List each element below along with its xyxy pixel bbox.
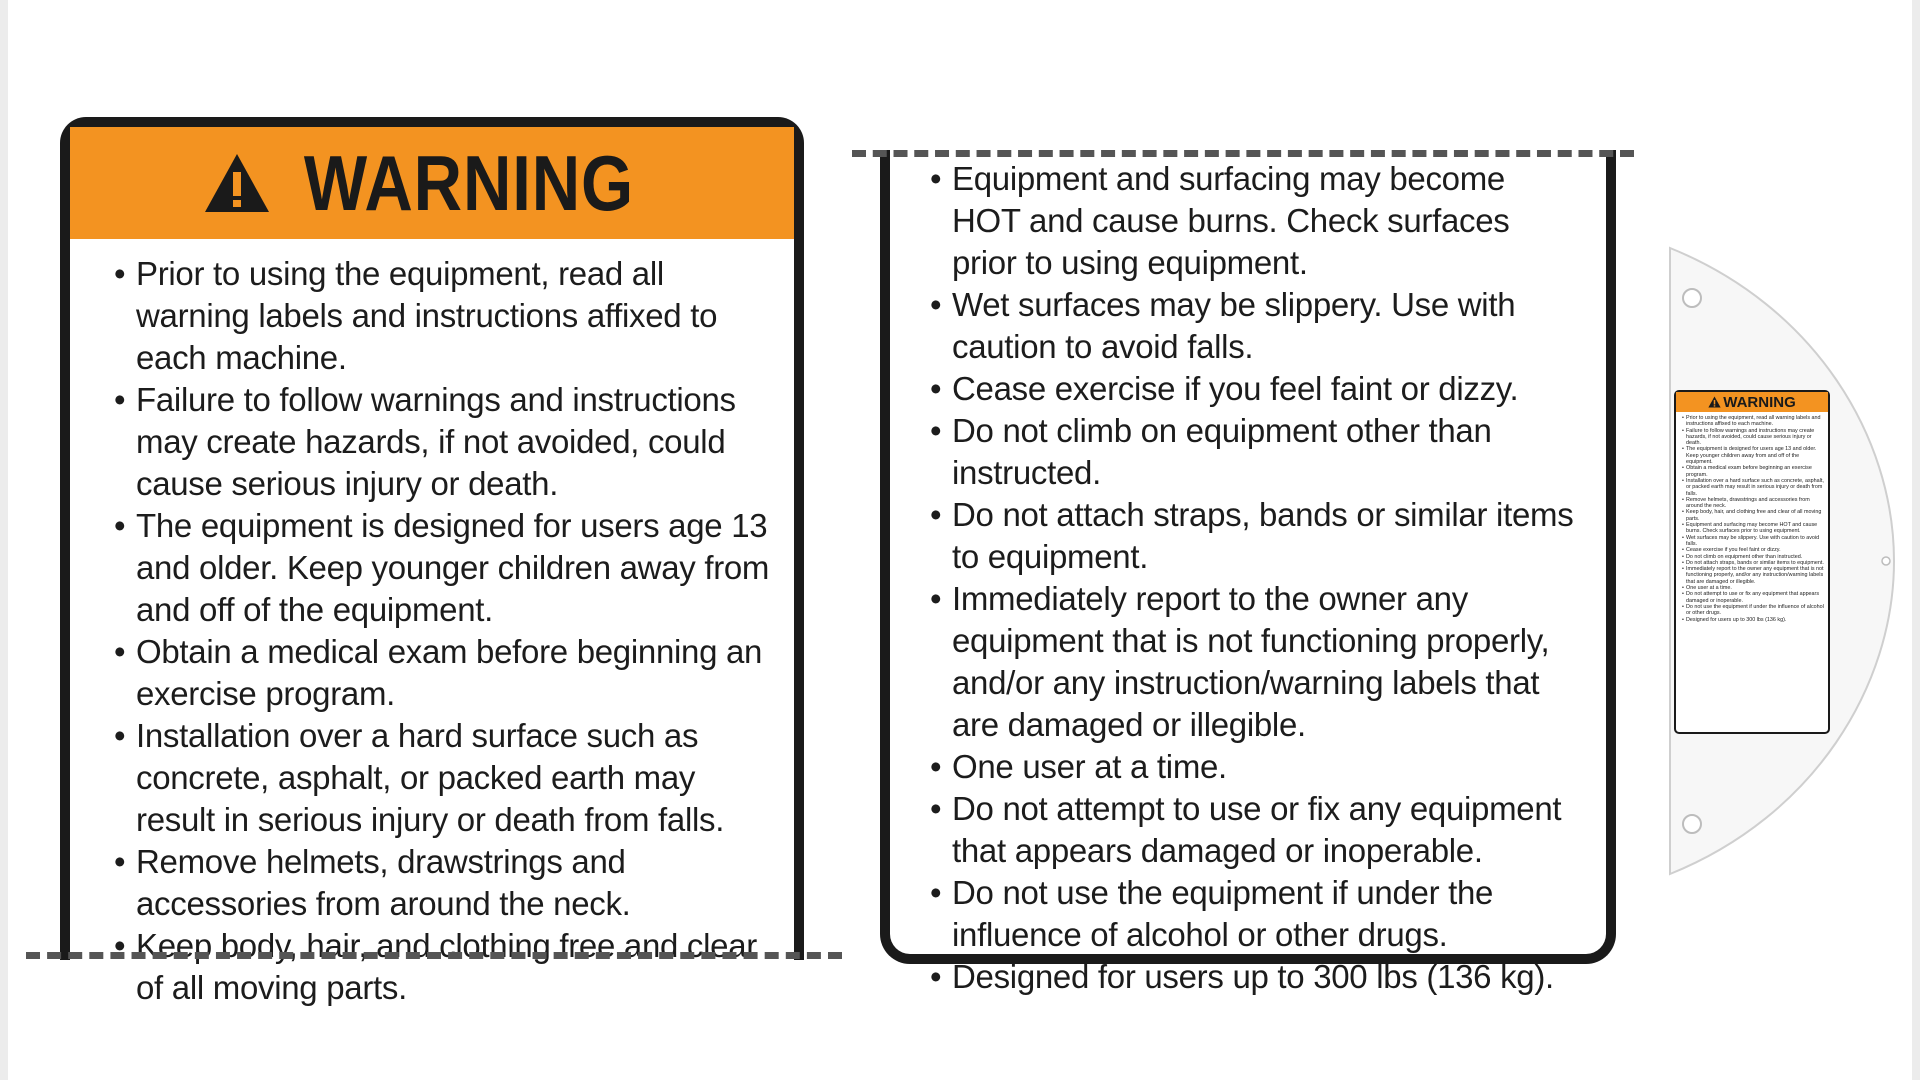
list-item: • Obtain a medical exam before beginning an exercise program. bbox=[114, 631, 774, 715]
mini-warning-header bbox=[1676, 392, 1828, 412]
mount-hole-icon bbox=[1683, 815, 1701, 833]
warning-triangle-icon bbox=[1708, 396, 1721, 408]
warning-label-top bbox=[60, 117, 804, 1006]
list-item: • Do not use the equipment if under the influence of alcohol or other drugs. bbox=[1682, 604, 1824, 617]
list-item: • Cease exercise if you feel faint or dizzy. bbox=[930, 368, 1580, 410]
list-item: • One user at a time. bbox=[1682, 585, 1824, 591]
list-item: • Immediately report to the owner any equipment that is not functioning properly, and/or any instruction/warning labels that are damaged or illegible. bbox=[930, 578, 1580, 746]
list-item: • Do not attach straps, bands or similar items to equipment. bbox=[930, 494, 1580, 578]
cut-line-bottom bbox=[26, 952, 842, 959]
warning-triangle-icon bbox=[203, 152, 271, 214]
warning-title: WARNING bbox=[303, 138, 635, 227]
list-item: • Installation over a hard surface such as concrete, asphalt, or packed earth may result in serious injury or death from falls. bbox=[114, 715, 774, 841]
list-item: • One user at a time. bbox=[930, 746, 1580, 788]
warning-label-bottom bbox=[880, 150, 1616, 995]
list-item: • Wet surfaces may be slippery. Use with caution to avoid falls. bbox=[930, 284, 1580, 368]
list-item: • Obtain a medical exam before beginning an exercise program. bbox=[1682, 465, 1824, 478]
list-item: • Wet surfaces may be slippery. Use with caution to avoid falls. bbox=[1682, 535, 1824, 548]
warning-list-right bbox=[930, 158, 1580, 998]
list-item: • Cease exercise if you feel faint or dizzy. bbox=[1682, 547, 1824, 553]
mini-warning-title: WARNING bbox=[1723, 393, 1796, 411]
mini-warning-list bbox=[1682, 415, 1824, 623]
list-item: • Do not use the equipment if under the influence of alcohol or other drugs. bbox=[930, 872, 1580, 956]
list-item: • Prior to using the equipment, read all warning labels and instructions affixed to each machine. bbox=[114, 253, 774, 379]
list-item: • Failure to follow warnings and instructions may create hazards, if not avoided, could cause serious injury or death. bbox=[114, 379, 774, 505]
list-item: • Immediately report to the owner any equipment that is not functioning properly, and/or any instruction/warning labels that are damaged or illegible. bbox=[1682, 566, 1824, 585]
list-item: • Keep body, hair, and clothing free and clear of all moving parts. bbox=[1682, 509, 1824, 522]
list-item: • Do not attach straps, bands or similar items to equipment. bbox=[1682, 560, 1824, 566]
cut-line-top bbox=[852, 150, 1634, 157]
list-item: • Equipment and surfacing may become HOT and cause burns. Check surfaces prior to using equipment. bbox=[1682, 522, 1824, 535]
list-item: • The equipment is designed for users age 13 and older. Keep younger children away from and off of the equipment. bbox=[114, 505, 774, 631]
list-item: • Failure to follow warnings and instructions may create hazards, if not avoided, could cause serious injury or death. bbox=[1682, 428, 1824, 447]
list-item: • Designed for users up to 300 lbs (136 kg). bbox=[930, 956, 1580, 998]
list-item: • Keep body, hair, and clothing free and clear of all moving parts. bbox=[114, 925, 774, 1009]
list-item: • Remove helmets, drawstrings and accessories from around the neck. bbox=[114, 841, 774, 925]
list-item: • The equipment is designed for users age 13 and older. Keep younger children away from and off of the equipment. bbox=[1682, 446, 1824, 465]
right-edge bbox=[1912, 0, 1920, 1080]
list-item: • Do not climb on equipment other than instructed. bbox=[1682, 554, 1824, 560]
mount-hole-icon bbox=[1683, 289, 1701, 307]
warning-list-left bbox=[114, 253, 774, 1009]
left-edge bbox=[0, 0, 8, 1080]
list-item: • Do not climb on equipment other than instructed. bbox=[930, 410, 1580, 494]
list-item: • Designed for users up to 300 lbs (136 kg). bbox=[1682, 617, 1824, 623]
warning-header bbox=[70, 127, 794, 239]
mini-warning-label bbox=[1674, 390, 1830, 734]
list-item: • Do not attempt to use or fix any equipment that appears damaged or inoperable. bbox=[930, 788, 1580, 872]
list-item: • Remove helmets, drawstrings and accessories from around the neck. bbox=[1682, 497, 1824, 510]
list-item: • Equipment and surfacing may become HOT and cause burns. Check surfaces prior to using equipment. bbox=[930, 158, 1580, 284]
list-item: • Installation over a hard surface such as concrete, asphalt, or packed earth may result in serious injury or death from falls. bbox=[1682, 478, 1824, 497]
list-item: • Prior to using the equipment, read all warning labels and instructions affixed to each machine. bbox=[1682, 415, 1824, 428]
list-item: • Do not attempt to use or fix any equipment that appears damaged or inoperable. bbox=[1682, 591, 1824, 604]
